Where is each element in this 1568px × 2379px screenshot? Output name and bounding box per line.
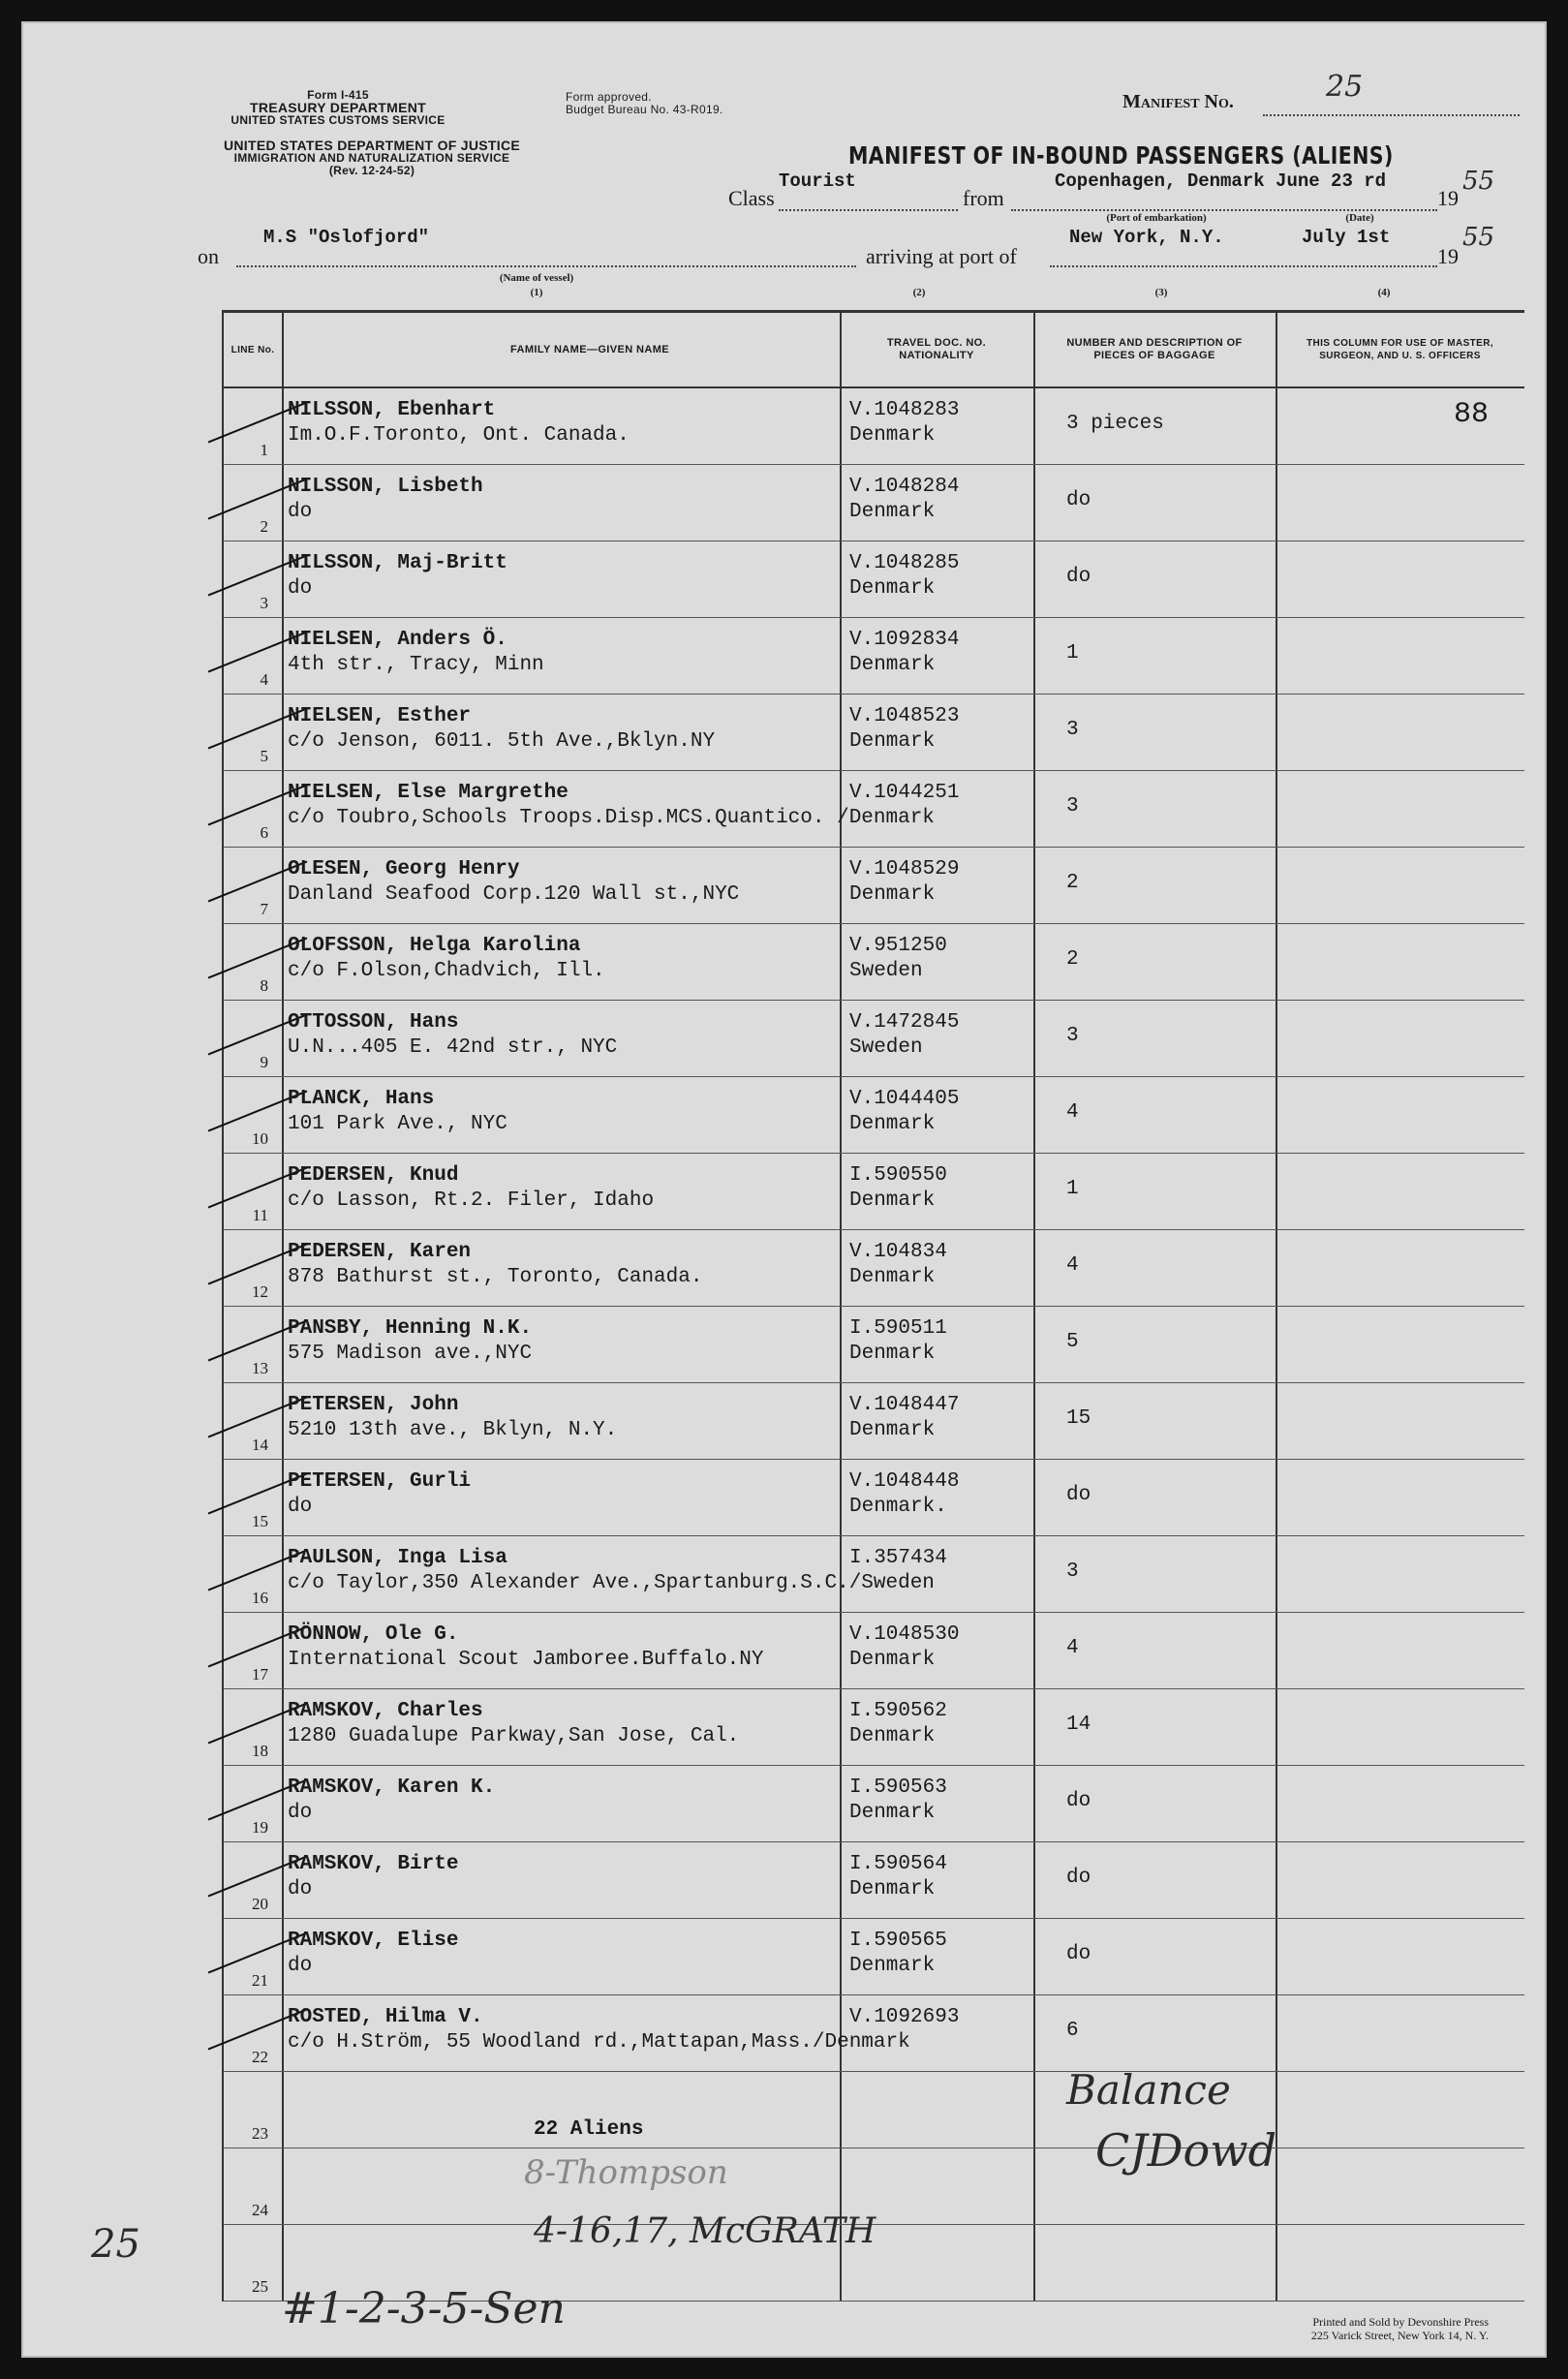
budget-bureau: Budget Bureau No. 43-R019.	[566, 103, 723, 116]
passenger-name: PEDERSEN, Karen	[288, 1241, 472, 1263]
travel-doc-number: V.951250	[849, 935, 947, 957]
passenger-name: RAMSKOV, Elise	[288, 1930, 459, 1952]
col1-number: (1)	[530, 287, 543, 298]
annotation-mcgrath: 4-16,17, McGRATH	[534, 2211, 876, 2251]
date-caption: (Date)	[1345, 212, 1374, 224]
nationality: Denmark	[849, 730, 936, 753]
line-number: 2	[260, 517, 268, 536]
travel-doc-number: V.1048284	[849, 476, 960, 498]
travel-doc-number: V.104834	[849, 1241, 947, 1263]
nationality: Denmark	[849, 1955, 936, 1977]
line-number: 22	[252, 2048, 268, 2066]
travel-doc-number: V.1048530	[849, 1623, 960, 1646]
travel-doc-number: V.1092693	[849, 2006, 960, 2028]
nationality: Denmark	[849, 1878, 936, 1900]
page-title: MANIFEST OF IN-BOUND PASSENGERS (ALIENS)	[848, 141, 1394, 170]
dept-treasury: TREASURY DEPARTMENT	[249, 100, 426, 115]
passenger-name: PAULSON, Inga Lisa	[288, 1547, 507, 1569]
table-row	[224, 1842, 1524, 1919]
baggage: 4	[1066, 1637, 1079, 1659]
nationality: Denmark	[849, 1802, 936, 1824]
line-number: 19	[252, 1818, 268, 1837]
passenger-address: U.N...405 E. 42nd str., NYC	[288, 1036, 618, 1059]
passenger-name: NILSSON, Lisbeth	[288, 476, 483, 498]
baggage: do	[1066, 1943, 1091, 1965]
travel-doc-number: I.590564	[849, 1853, 947, 1875]
table-row	[224, 1995, 1524, 2072]
nationality: Sweden	[849, 1036, 923, 1059]
line-number: 7	[260, 900, 268, 918]
table-row	[224, 1689, 1524, 1766]
nationality: Sweden	[849, 960, 923, 982]
passenger-address: c/o F.Olson,Chadvich, Ill.	[288, 960, 605, 982]
line-number: 20	[252, 1895, 268, 1913]
from-label: from	[963, 186, 1004, 210]
passenger-name: NIELSEN, Esther	[288, 705, 472, 727]
dept-justice: UNITED STATES DEPARTMENT OF JUSTICE	[223, 138, 521, 153]
nationality: Denmark	[849, 501, 936, 523]
form-number: Form I-415	[307, 88, 369, 102]
table-row	[224, 771, 1524, 848]
col2-number: (2)	[912, 287, 926, 298]
baggage: 3	[1066, 795, 1079, 818]
line-number: 24	[252, 2201, 268, 2219]
travel-doc-number: V.1048523	[849, 705, 960, 727]
column-header-name: FAMILY NAME—GIVEN NAME	[282, 313, 898, 388]
printer-line-1: Printed and Sold by Devonshire Press	[1312, 2315, 1489, 2329]
passenger-address: 5210 13th ave., Bklyn, N.Y.	[288, 1419, 618, 1441]
passenger-name: RAMSKOV, Karen K.	[288, 1777, 496, 1799]
line-number: 15	[252, 1512, 268, 1530]
travel-doc-number: I.590550	[849, 1164, 947, 1187]
nationality: Denmark	[849, 424, 936, 447]
travel-doc-number: I.357434	[849, 1547, 947, 1569]
baggage: 6	[1066, 2020, 1079, 2042]
nationality: Denmark	[849, 883, 936, 906]
col3-number: (3)	[1154, 287, 1168, 298]
passenger-address: 101 Park Ave., NYC	[288, 1113, 507, 1135]
passenger-name: RAMSKOV, Charles	[288, 1700, 483, 1722]
passenger-address: 1280 Guadalupe Parkway,San Jose, Cal.	[288, 1725, 740, 1747]
passenger-name: OTTOSSON, Hans	[288, 1011, 459, 1034]
column-header-line: LINE No.	[224, 313, 282, 388]
vessel-caption: (Name of vessel)	[499, 272, 574, 284]
baggage: 4	[1066, 1101, 1079, 1124]
passenger-name: NIELSEN, Anders Ö.	[288, 629, 507, 651]
passenger-address: do	[288, 1955, 313, 1977]
year-embarkation: 55	[1462, 167, 1495, 196]
nationality: Denmark	[849, 1190, 936, 1212]
baggage: 1	[1066, 1178, 1079, 1200]
nationality: Denmark	[849, 577, 936, 600]
baggage: do	[1066, 489, 1091, 511]
line-number: 21	[252, 1971, 268, 1990]
year-arrival: 55	[1462, 223, 1495, 252]
passenger-name: PEDERSEN, Knud	[288, 1164, 459, 1187]
passenger-address: do	[288, 501, 313, 523]
passenger-name: OLOFSSON, Helga Karolina	[288, 935, 581, 957]
baggage: 14	[1066, 1714, 1091, 1736]
form-block	[178, 89, 498, 127]
printer-credit	[1311, 2315, 1489, 2342]
column-header-baggage: NUMBER AND DESCRIPTION OF PIECES OF BAGGAGE	[1033, 313, 1276, 388]
nationality: Denmark	[849, 1725, 936, 1747]
passenger-name: RÖNNOW, Ole G.	[288, 1623, 459, 1646]
passenger-name: PETERSEN, Gurli	[288, 1470, 472, 1493]
travel-doc-number: V.1048285	[849, 552, 960, 574]
arriving-label: arriving at port of	[866, 244, 1017, 268]
baggage: do	[1066, 1790, 1091, 1812]
table-row	[224, 1613, 1524, 1689]
table-row	[224, 1383, 1524, 1460]
table-row	[224, 1460, 1524, 1536]
table-row	[224, 1001, 1524, 1077]
baggage: 1	[1066, 642, 1079, 664]
passenger-address: do	[288, 577, 313, 600]
line-number: 16	[252, 1589, 268, 1607]
table-row	[224, 1077, 1524, 1154]
travel-doc-number: I.590511	[849, 1317, 947, 1340]
line-number: 5	[260, 747, 268, 765]
embarkation-port-date: Copenhagen, Denmark June 23 rd	[1055, 170, 1387, 192]
line-number: 17	[252, 1665, 268, 1684]
margin-mark: 25	[91, 2222, 140, 2267]
passenger-address: 4th str., Tracy, Minn	[288, 654, 544, 676]
table-row	[224, 1230, 1524, 1307]
table-row	[224, 388, 1524, 465]
nationality: Denmark	[849, 1266, 936, 1288]
table-row	[224, 924, 1524, 1001]
line-number: 6	[260, 823, 268, 842]
total-aliens: 22 Aliens	[534, 2118, 644, 2141]
line-number: 14	[252, 1436, 268, 1454]
baggage: 2	[1066, 948, 1079, 971]
baggage: 3	[1066, 1560, 1079, 1583]
table-row	[224, 618, 1524, 695]
on-label: on	[198, 244, 219, 268]
passenger-address: c/o H.Ström, 55 Woodland rd.,Mattapan,Mass./Denmark	[288, 2031, 910, 2054]
line-number: 13	[252, 1359, 268, 1377]
passenger-address: Danland Seafood Corp.120 Wall st.,NYC	[288, 883, 740, 906]
nationality: Denmark	[849, 654, 936, 676]
passenger-name: PANSBY, Henning N.K.	[288, 1317, 533, 1340]
officer-note: 88	[1454, 398, 1490, 431]
passenger-address: c/o Lasson, Rt.2. Filer, Idaho	[288, 1190, 655, 1212]
baggage: 5	[1066, 1331, 1079, 1353]
manifest-number: 25	[1326, 70, 1364, 104]
col4-number: (4)	[1377, 287, 1391, 298]
arrival-date: July 1st	[1302, 227, 1391, 248]
table-row	[224, 1919, 1524, 1995]
baggage: do	[1066, 1867, 1091, 1889]
passenger-address: c/o Jenson, 6011. 5th Ave.,Bklyn.NY	[288, 730, 716, 753]
travel-doc-number: I.590562	[849, 1700, 947, 1722]
table-row	[224, 541, 1524, 618]
line-number: 4	[260, 670, 268, 689]
column-header-officers: THIS COLUMN FOR USE OF MASTER, SURGEON, AND U. S. OFFICERS	[1276, 313, 1524, 388]
table-row	[224, 1536, 1524, 1613]
line-number: 10	[252, 1129, 268, 1148]
line-number: 23	[252, 2124, 268, 2143]
form-revision: (Rev. 12-24-52)	[328, 164, 415, 177]
passenger-name: NILSSON, Maj-Britt	[288, 552, 507, 574]
baggage: 15	[1066, 1407, 1091, 1430]
annotation-balance: Balance	[1066, 2066, 1231, 2114]
line-number: 11	[252, 1206, 268, 1224]
travel-doc-number: V.1044251	[849, 782, 960, 804]
passenger-address: c/o Taylor,350 Alexander Ave.,Spartanburg.S.C./Sweden	[288, 1572, 935, 1594]
baggage: do	[1066, 1484, 1091, 1506]
table-row	[224, 848, 1524, 924]
officer-signature: CJDowd	[1095, 2124, 1277, 2177]
passenger-name: PETERSEN, John	[288, 1394, 459, 1416]
approval-block	[566, 91, 723, 116]
travel-doc-number: V.1044405	[849, 1088, 960, 1110]
manifest-label: Manifest No.	[1122, 91, 1234, 112]
line-number: 9	[260, 1053, 268, 1071]
travel-doc-number: V.1048448	[849, 1470, 960, 1493]
port-caption: (Port of embarkation)	[1106, 212, 1207, 224]
passenger-address: 878 Bathurst st., Toronto, Canada.	[288, 1266, 703, 1288]
passenger-name: NILSSON, Ebenhart	[288, 399, 496, 421]
arrival-port: New York, N.Y.	[1069, 227, 1224, 248]
table-row	[224, 465, 1524, 541]
passenger-name: OLESEN, Georg Henry	[288, 858, 520, 881]
baggage: 3 pieces	[1066, 413, 1164, 435]
passenger-address: do	[288, 1802, 313, 1824]
class-label: Class	[728, 186, 775, 210]
passenger-address: Im.O.F.Toronto, Ont. Canada.	[288, 424, 630, 447]
year-prefix-1: 19	[1437, 186, 1459, 210]
nationality: Denmark.	[849, 1496, 947, 1518]
passenger-name: NIELSEN, Else Margrethe	[288, 782, 569, 804]
class-value: Tourist	[779, 170, 856, 192]
annotation-bottom: #1-2-3-5-Sen	[282, 2284, 566, 2333]
baggage: 2	[1066, 872, 1079, 894]
table-row	[224, 695, 1524, 771]
baggage: 4	[1066, 1254, 1079, 1277]
passenger-address: c/o Toubro,Schools Troops.Disp.MCS.Quantico. /Denmark	[288, 807, 935, 829]
travel-doc-number: I.590565	[849, 1930, 947, 1952]
year-prefix-2: 19	[1437, 244, 1459, 268]
vessel-name: M.S "Oslofjord"	[263, 227, 430, 248]
line-number: 18	[252, 1742, 268, 1760]
manifest-sheet	[21, 21, 1547, 2358]
baggage: do	[1066, 566, 1091, 588]
annotation-thompson: 8-Thompson	[524, 2153, 728, 2192]
nationality: Denmark	[849, 1343, 936, 1365]
travel-doc-number: V.1048447	[849, 1394, 960, 1416]
printer-line-2: 225 Varick Street, New York 14, N. Y.	[1310, 2329, 1489, 2342]
table-row	[224, 1766, 1524, 1842]
passenger-name: RAMSKOV, Birte	[288, 1853, 459, 1875]
passenger-address: International Scout Jamboree.Buffalo.NY	[288, 1649, 764, 1671]
table-row	[224, 1307, 1524, 1383]
nationality: Denmark	[849, 1113, 936, 1135]
line-number: 25	[252, 2277, 268, 2296]
dept-justice-block	[198, 139, 546, 177]
nationality: Denmark	[849, 1419, 936, 1441]
nationality: Denmark	[849, 1649, 936, 1671]
travel-doc-number: V.1048283	[849, 399, 960, 421]
passenger-address: do	[288, 1878, 313, 1900]
passenger-name: PLANCK, Hans	[288, 1088, 435, 1110]
line-number: 3	[260, 594, 268, 612]
dept-customs: UNITED STATES CUSTOMS SERVICE	[231, 113, 446, 127]
table-row	[224, 2072, 1524, 2148]
passenger-name: ROSTED, Hilma V.	[288, 2006, 483, 2028]
line-number: 1	[260, 441, 268, 459]
column-header-travel-doc: TRAVEL DOC. NO. NATIONALITY	[840, 313, 1033, 388]
line-number: 8	[260, 976, 268, 995]
baggage: 3	[1066, 719, 1079, 741]
passenger-address: do	[288, 1496, 313, 1518]
baggage: 3	[1066, 1025, 1079, 1047]
travel-doc-number: V.1048529	[849, 858, 960, 881]
travel-doc-number: V.1092834	[849, 629, 960, 651]
travel-doc-number: V.1472845	[849, 1011, 960, 1034]
travel-doc-number: I.590563	[849, 1777, 947, 1799]
line-number: 12	[252, 1282, 268, 1301]
passenger-address: 575 Madison ave.,NYC	[288, 1343, 533, 1365]
dept-immigration: IMMIGRATION AND NATURALIZATION SERVICE	[233, 151, 510, 165]
table-row	[224, 1154, 1524, 1230]
form-approved: Form approved.	[566, 90, 652, 104]
